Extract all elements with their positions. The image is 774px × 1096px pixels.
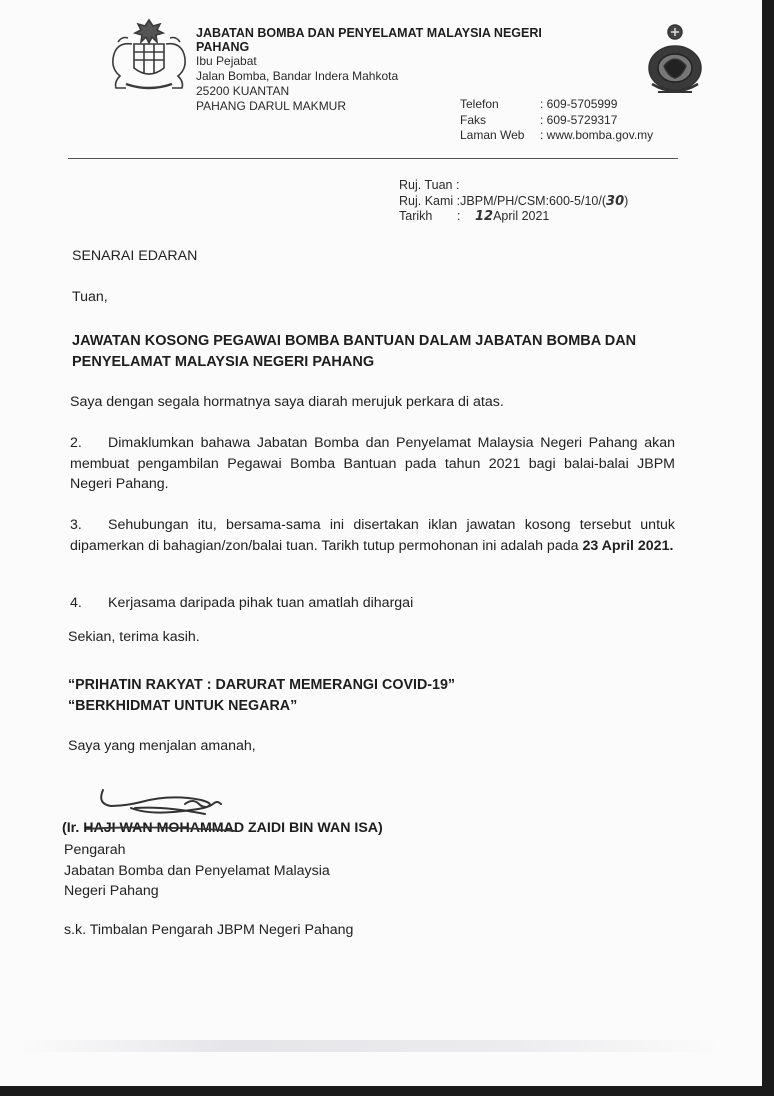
paragraph-text: Dimaklumkan bahawa Jabatan Bomba dan Penyelamat Malaysia Negeri Pahang akan membuat pengambilan Pegawai Bomba Bantuan pada tahun 2021 bagi balai-balai JBPM Negeri Pahang. (70, 435, 675, 492)
paragraph-2 (70, 433, 675, 495)
paragraph-1: Saya dengan segala hormatnya saya diarah merujuk perkara di atas. (70, 394, 504, 410)
paragraph-number: 3. (70, 517, 82, 533)
address-line: Jalan Bomba, Bandar Indera Mahkota (196, 69, 399, 83)
closing-line: Sekian, terima kasih. (68, 629, 200, 645)
paragraph-3 (70, 515, 675, 556)
malaysia-coat-of-arms-icon (104, 14, 194, 94)
paragraph-4 (70, 593, 413, 614)
signatory-title (64, 840, 330, 902)
contact-label: Telefon (460, 97, 499, 111)
signature-strike-stroke (86, 820, 236, 840)
ref-tuan-label: Ruj. Tuan : (399, 178, 460, 192)
signatory-position: Pengarah (64, 842, 126, 858)
contact-website (460, 128, 653, 144)
address-line: Ibu Pejabat (196, 54, 257, 68)
signatory-state: Negeri Pahang (64, 883, 159, 899)
paragraph-number: 2. (70, 435, 82, 451)
carbon-copy: s.k. Timbalan Pengarah JBPM Negeri Pahang (64, 922, 354, 938)
sign-off: Saya yang menjalan amanah, (68, 738, 256, 754)
contact-phone (460, 97, 653, 113)
organization-name (196, 26, 576, 54)
paragraph-text: Sehubungan itu, bersama-sama ini disertakan iklan jawatan kosong tersebut untuk dipamerkan di bahagian/zon/balai tuan. Tarikh tutup permohonan ini adalah pada (70, 517, 675, 554)
date-rest: April 2021 (493, 209, 550, 223)
date-sep: : (457, 209, 461, 223)
date-day-handwritten: 12 (475, 209, 494, 224)
ref-kami (399, 194, 628, 210)
ref-tuan (399, 178, 628, 194)
ref-kami-handwritten: 30 (606, 193, 625, 209)
address-line: 25200 KUANTAN (196, 84, 290, 98)
date-label: Tarikh (399, 209, 433, 223)
reference-block (399, 178, 628, 225)
ref-kami-close: ) (624, 193, 629, 208)
salutation: Tuan, (72, 289, 108, 305)
ref-kami-label: Ruj. Kami : (399, 193, 461, 208)
signatory-name: (Ir. HAJI WAN MOHAMMAD ZAIDI BIN WAN ISA) (62, 820, 383, 836)
slogan-2: “BERKHIDMAT UNTUK NEGARA” (68, 698, 298, 714)
slogans (68, 675, 455, 717)
slogan-1: “PRIHATIN RAKYAT : DARURAT MEMERANGI COVID-19” (68, 677, 456, 693)
paragraph-text: Kerjasama daripada pihak tuan amatlah dihargai (108, 595, 414, 611)
address-line: PAHANG DARUL MAKMUR (196, 99, 347, 113)
address-block (196, 54, 398, 114)
contact-fax (460, 113, 653, 129)
contact-value: : www.bomba.gov.my (540, 128, 654, 142)
subject-heading: JAWATAN KOSONG PEGAWAI BOMBA BANTUAN DALAM JABATAN BOMBA DAN PENYELAMAT MALAYSIA NEGERI PAHANG (72, 333, 637, 370)
org-line-2: PAHANG (196, 40, 250, 54)
signatory-department: Jabatan Bomba dan Penyelamat Malaysia (64, 862, 330, 879)
contact-block (460, 97, 653, 144)
scan-artifact (20, 1040, 720, 1052)
org-line-1: JABATAN BOMBA DAN PENYELAMAT MALAYSIA NEGERI (196, 26, 542, 40)
bomba-fire-department-emblem-icon (640, 20, 710, 100)
ref-kami-value: JBPM/PH/CSM:600-5/10/( (460, 193, 607, 208)
ref-date (399, 209, 628, 225)
contact-label: Laman Web (460, 128, 525, 142)
contact-value: : 609-5705999 (540, 97, 618, 111)
recipient: SENARAI EDARAN (72, 248, 198, 264)
contact-label: Faks (460, 112, 487, 127)
closing-date: 23 April 2021. (582, 537, 674, 554)
contact-value: : 609-5729317 (540, 112, 618, 127)
paragraph-number: 4. (70, 595, 82, 611)
letterhead-divider (68, 158, 678, 159)
